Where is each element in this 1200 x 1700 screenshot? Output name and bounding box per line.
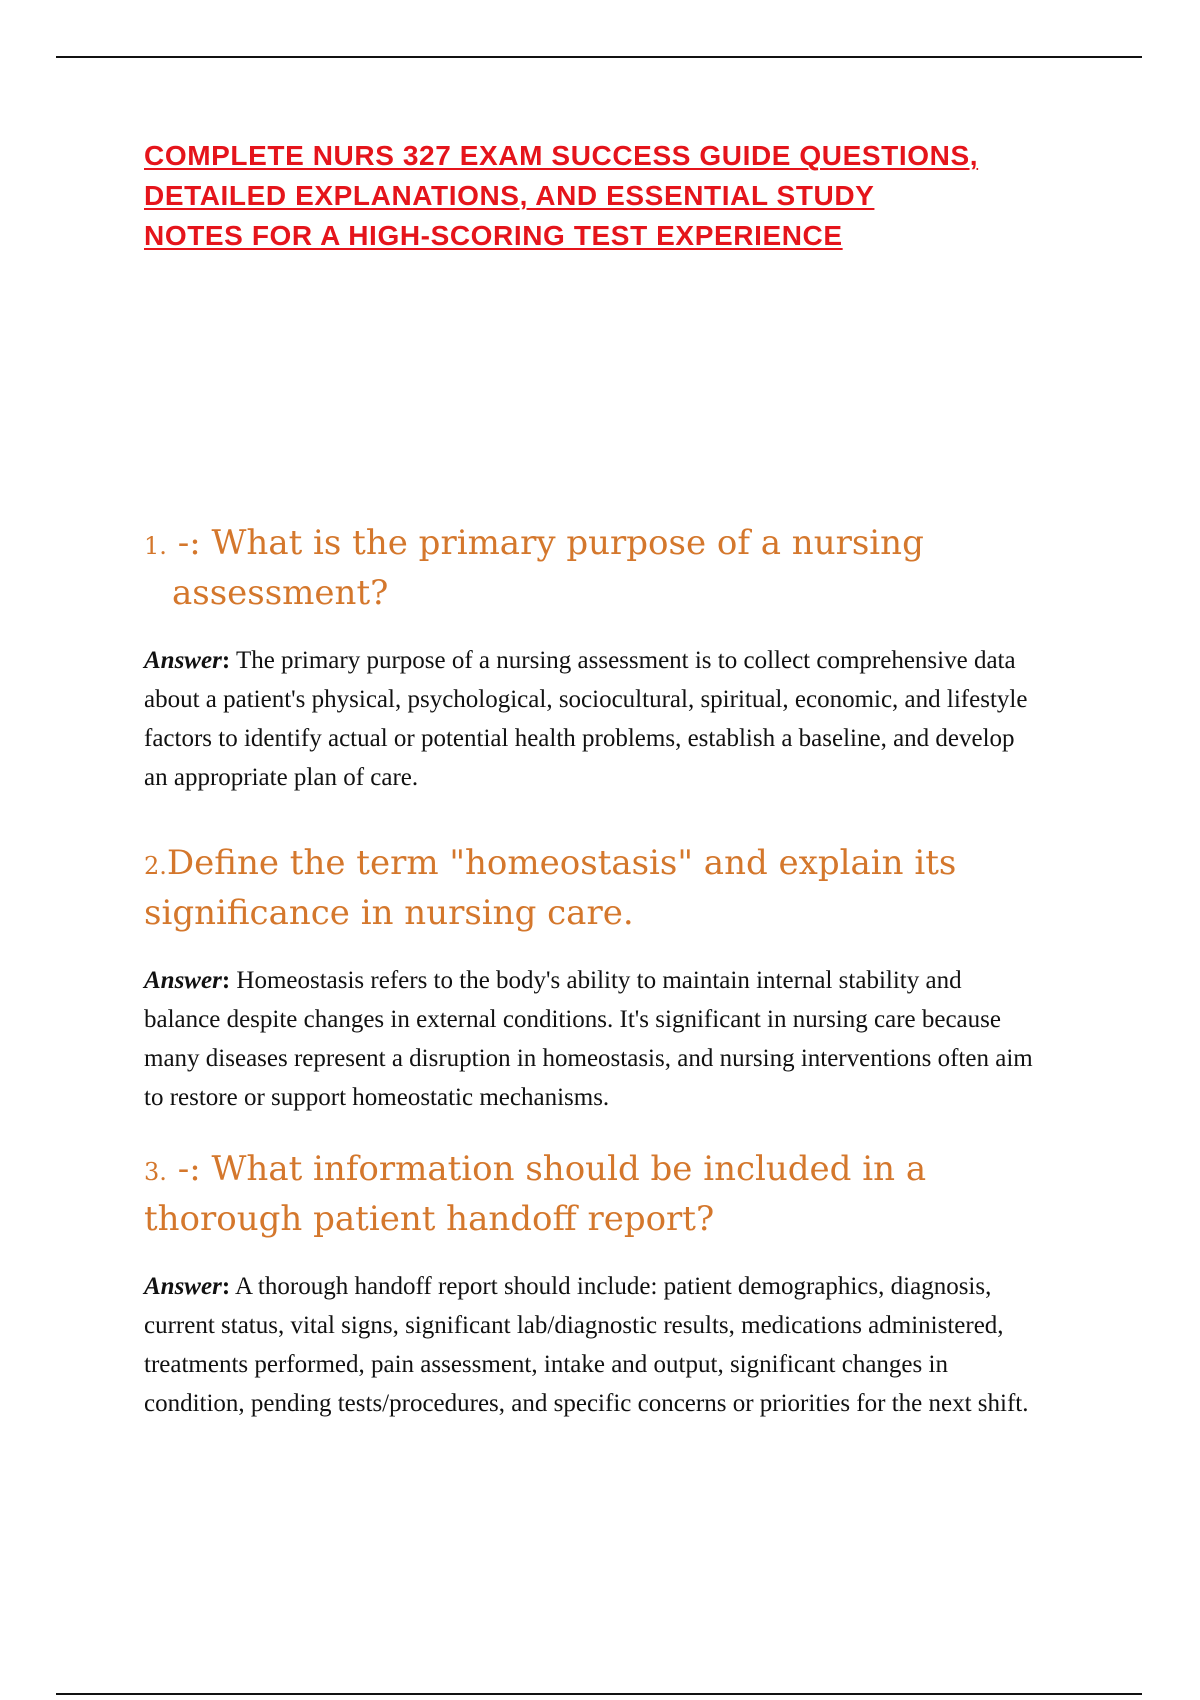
answer-label-3: Answer <box>144 1273 222 1300</box>
question-block-1 <box>144 520 1044 797</box>
question-heading-1 <box>144 520 1044 617</box>
title-line-2: DETAILED EXPLANATIONS, AND ESSENTIAL STUDY <box>144 180 875 211</box>
question-heading-3 <box>144 1146 1044 1243</box>
bottom-rule <box>56 1693 1142 1695</box>
answer-text-2: Homeostasis refers to the body's ability to maintain internal stability and balance despite changes in external conditions. It's significant in nursing care because many diseases represent a disruption in homeostasis, and nursing interventions often aim to restore or support homeostatic mechanisms. <box>144 967 1033 1111</box>
question-text-2-line-2: significance in nursing care. <box>144 893 634 933</box>
question-number-3: 3. <box>144 1158 167 1186</box>
answer-label-2: Answer <box>144 967 222 994</box>
question-number-1: 1. <box>144 532 167 560</box>
question-text-3-line-1: -: What information should be included in a <box>177 1149 927 1189</box>
answer-colon-2: : <box>221 967 231 994</box>
question-block-2 <box>144 840 1044 1117</box>
question-text-1-line-1: -: What is the primary purpose of a nursing <box>177 523 924 563</box>
title-line-1: COMPLETE NURS 327 EXAM SUCCESS GUIDE QUESTIONS, <box>144 140 979 171</box>
question-block-3 <box>144 1146 1044 1423</box>
answer-label-1: Answer <box>144 647 222 674</box>
top-rule <box>56 56 1142 58</box>
question-number-2: 2. <box>144 852 167 880</box>
answer-text-3: A thorough handoff report should include: patient demographics, diagnosis, current status, vital signs, significant lab/diagnostic results, medications administered, treatments performed, pain assessment, intake and output, significant changes in condition, pending tests/procedures, and specific concerns or priorities for the next shift. <box>144 1273 1029 1417</box>
title-line-3: NOTES FOR A HIGH-SCORING TEST EXPERIENCE <box>144 220 843 251</box>
document-title <box>144 136 1094 256</box>
answer-colon-1: : <box>221 647 231 674</box>
answer-text-1: The primary purpose of a nursing assessment is to collect comprehensive data about a patient's physical, psychological, sociocultural, spiritual, economic, and lifestyle factors to identify actual or potential health problems, establish a baseline, and develop an appropriate plan of care. <box>144 647 1028 791</box>
question-text-2-line-1: Define the term "homeostasis" and explain its <box>166 843 957 883</box>
answer-paragraph-2 <box>144 961 1044 1117</box>
question-heading-2 <box>144 840 1044 937</box>
answer-colon-3: : <box>221 1273 231 1300</box>
answer-paragraph-3 <box>144 1267 1044 1423</box>
answer-paragraph-1 <box>144 641 1044 797</box>
question-text-1-line-2: assessment? <box>172 573 389 613</box>
question-text-3-line-2: thorough patient handoff report? <box>144 1199 715 1239</box>
